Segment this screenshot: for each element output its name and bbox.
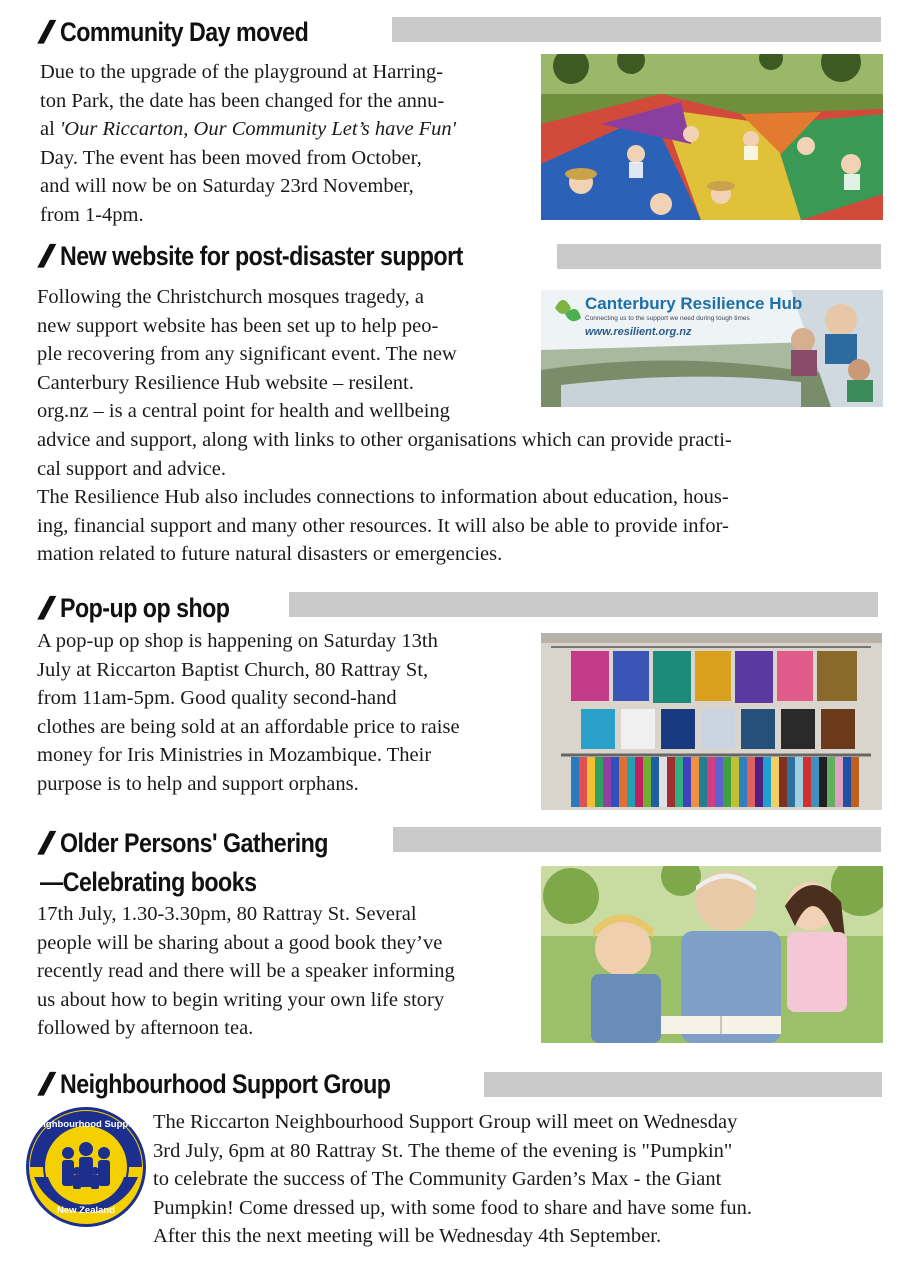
- body-line: Pumpkin! Come dressed up, with some food to share and have some fun.: [153, 1196, 752, 1219]
- body-line: The Riccarton Neighbourhood Support Group will meet on Wednesday: [153, 1111, 738, 1133]
- heading-slash-marker: //: [37, 824, 49, 861]
- body-line: and will now be on Saturday 23rd November,: [40, 175, 414, 198]
- resilience-hub-banner: [541, 290, 883, 407]
- body-line: A pop-up op shop is happening on Saturday 13th: [37, 630, 438, 652]
- body-line: After this the next meeting will be Wednesday 4th September.: [153, 1225, 662, 1248]
- clothes-rack-photo: [541, 633, 882, 810]
- heading-rule-bar: [557, 244, 881, 269]
- heading-rule-bar: [289, 592, 878, 617]
- section-heading: [37, 1065, 444, 1102]
- body-line: people will be sharing about a good book they’ve: [37, 931, 443, 954]
- section-body: [153, 1108, 893, 1251]
- section-title: New website for post-disaster support: [59, 240, 463, 271]
- body-line: from 1-4pm.: [40, 203, 144, 226]
- body-line: 17th July, 1.30-3.30pm, 80 Rattray St. Several: [37, 903, 417, 925]
- body-line: advice and support, along with links to other organisations which can provide practi-: [37, 428, 732, 451]
- body-line: Due to the upgrade of the playground at Harring-: [40, 61, 444, 83]
- body-line: Canterbury Resilience Hub website – resilent.: [37, 371, 414, 394]
- section-title: Neighbourhood Support Group: [59, 1068, 391, 1099]
- body-line: Following the Christchurch mosques tragedy, a: [37, 286, 424, 308]
- section-subtitle: —Celebrating books: [40, 866, 257, 897]
- grandfather-reading-with-children-photo: [541, 866, 883, 1043]
- heading-slash-marker: //: [37, 1065, 49, 1102]
- body-line: clothes are being sold at an affordable price to raise: [37, 715, 460, 738]
- heading-slash-marker: //: [37, 589, 49, 626]
- body-line: from 11am-5pm. Good quality second-hand: [37, 687, 397, 710]
- section-heading: [37, 589, 257, 626]
- body-line: cal support and advice.: [37, 457, 226, 480]
- section-heading: [37, 824, 371, 861]
- section-title: Older Persons' Gathering: [59, 827, 328, 858]
- section-heading: [37, 13, 348, 50]
- heading-slash-marker: //: [37, 13, 49, 50]
- section-heading: [37, 237, 528, 274]
- body-line: ing, financial support and many other resources. It will also be able to provide infor-: [37, 514, 729, 537]
- event-name: 'Our Riccarton, Our Community Let’s have Fun': [59, 118, 457, 141]
- neighbourhood-support-logo: [24, 1105, 148, 1229]
- body-line: Day. The event has been moved from October,: [40, 146, 422, 169]
- banner-url: www.resilient.org.nz: [585, 326, 692, 338]
- heading-rule-bar: [392, 17, 881, 42]
- body-line: The Resilience Hub also includes connections to information about education, hous-: [37, 486, 729, 509]
- body-line: July at Riccarton Baptist Church, 80 Rattray St,: [37, 658, 429, 681]
- body-line: ton Park, the date has been changed for the annu-: [40, 89, 445, 112]
- heading-rule-bar: [484, 1072, 882, 1097]
- body-line: us about how to begin writing your own life story: [37, 988, 445, 1011]
- section-body: [40, 58, 540, 230]
- body-line: mation related to future natural disasters or emergencies.: [37, 543, 503, 566]
- body-line: followed by afternoon tea.: [37, 1017, 254, 1040]
- heading-slash-marker: //: [37, 237, 49, 274]
- body-line: al 'Our Riccarton, Our Community Let’s have Fun': [40, 118, 457, 141]
- logo-top-text: Neighbourhood Support: [31, 1119, 141, 1130]
- section-title: Community Day moved: [59, 16, 309, 47]
- body-line: recently read and there will be a speaker informing: [37, 960, 455, 983]
- section-body: [37, 900, 537, 1043]
- section-body: [37, 627, 537, 799]
- banner-tagline: Connecting us to the support we need during tough times: [585, 315, 750, 322]
- body-line: purpose is to help and support orphans.: [37, 772, 359, 795]
- section-title: Pop-up op shop: [59, 592, 230, 623]
- body-line: new support website has been set up to help peo-: [37, 314, 439, 337]
- heading-rule-bar: [393, 827, 881, 852]
- section-subheading: [40, 864, 292, 900]
- children-parachute-game-photo: [541, 54, 883, 220]
- body-line: to celebrate the success of The Community Garden’s Max - the Giant: [153, 1168, 722, 1191]
- banner-title: Canterbury Resilience Hub: [585, 294, 803, 313]
- body-line: 3rd July, 6pm at 80 Rattray St. The theme of the evening is "Pumpkin": [153, 1139, 733, 1162]
- body-line: org.nz – is a central point for health and wellbeing: [37, 400, 450, 423]
- logo-bottom-text: New Zealand: [56, 1205, 116, 1216]
- body-line: money for Iris Ministries in Mozambique. Their: [37, 744, 432, 767]
- body-line: ple recovering from any significant event. The new: [37, 343, 457, 366]
